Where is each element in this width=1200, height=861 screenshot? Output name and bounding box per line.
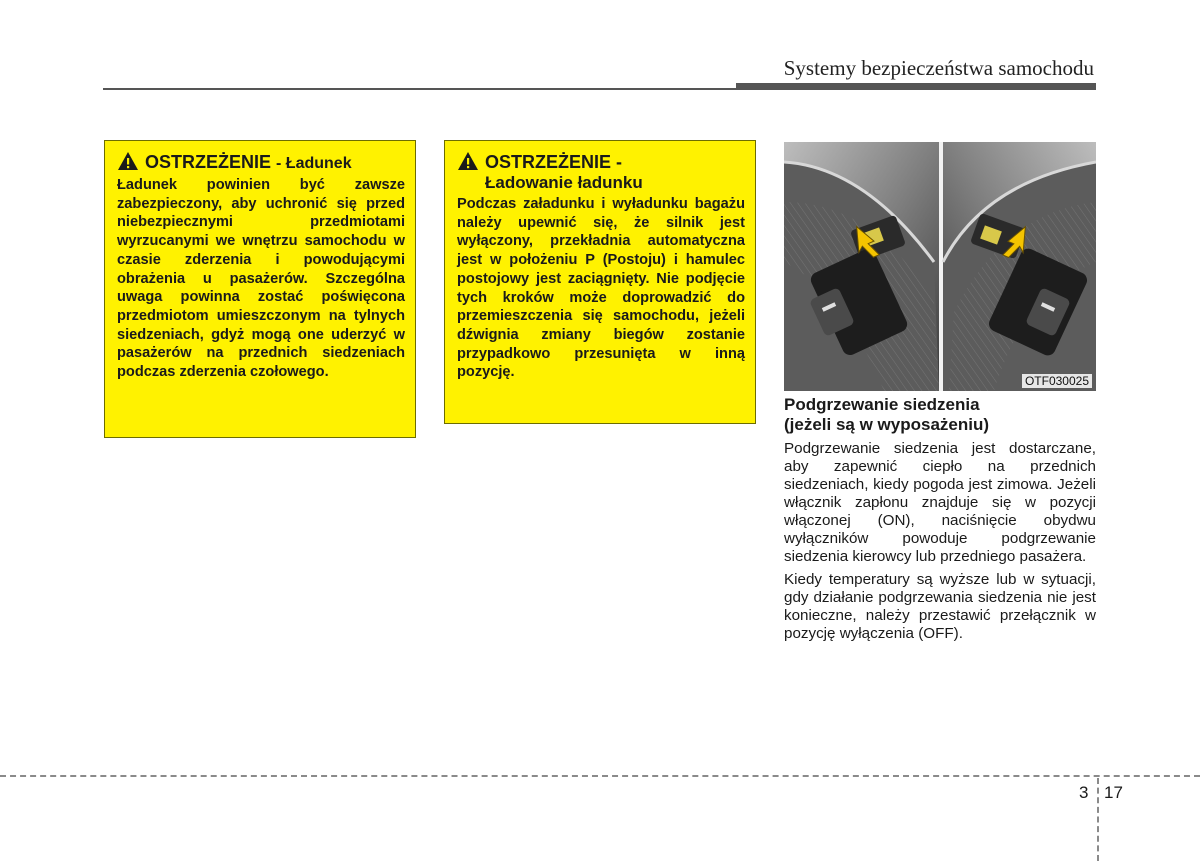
warning-body: Podczas załadunku i wyładunku bagażu należy upewnić się, że silnik jest wyłączony, przekładnia automatyczna jest w położeniu P (Postoju) i hamulec postojowy jest zaciągnięty. Nie podjęcie tych kroków może doprowadzić do przemieszczenia się samochodu, jeżeli dźwignia zmiany biegów zostanie przypadkowo przesunięta w inną pozycję.: [457, 196, 745, 381]
section-body: [784, 440, 1096, 648]
section-paragraph: Kiedy temperatury są wyższe lub w sytuacji, gdy działanie podgrzewania siedzenia nie jest konieczne, należy przestawić przełącznik w pozycję wyłączenia (OFF).: [784, 571, 1096, 642]
header-rule: [103, 88, 1096, 90]
warning-title: [457, 152, 745, 193]
footer-rule: [0, 775, 1200, 777]
chapter-number: 3: [1079, 783, 1089, 802]
warning-title: [117, 152, 405, 174]
warning-triangle-icon: [117, 151, 139, 171]
section-title-line1: Podgrzewanie siedzenia: [784, 395, 980, 414]
warning-subtitle: - Ładunek: [276, 155, 352, 172]
warning-triangle-icon: [457, 151, 479, 171]
warning-body: Ładunek powinien być zawsze zabezpieczony, aby uchronić się przed niebezpiecznymi przedmiotami wyrzucanymi we wnętrzu samochodu w czasie zderzenia i powodującymi obrażenia u pasażerów. Szczególna uwaga powinna zostać poświęcona przedmiotom umieszczonym na tylnych siedzeniach, gdyż mogą one uderzyć w pasażerów na przednich siedzeniach podczas zderzenia czołowego.: [117, 177, 405, 381]
warning-box-cargo: [104, 140, 416, 438]
warning-box-loading: [444, 140, 756, 424]
header-title: Systemy bezpieczeństwa samochodu: [783, 56, 1094, 80]
door-panel-illustration: [784, 142, 1096, 391]
section-title-line2: (jeżeli są w wyposażeniu): [784, 415, 990, 434]
warning-title-text: OSTRZEŻENIE: [145, 152, 272, 172]
warning-title-text: OSTRZEŻENIE -: [485, 152, 623, 172]
section-title: [784, 395, 1096, 435]
figure-code: OTF030025: [1022, 374, 1092, 388]
seat-heater-switch-photo: [784, 142, 1096, 391]
footer-divider: [1097, 778, 1099, 861]
page-number: 17: [1104, 783, 1123, 802]
section-paragraph: Podgrzewanie siedzenia jest dostarczane, aby zapewnić ciepło na przednich siedzeniach, kiedy pogoda jest zimowa. Jeżeli włącznik zapłonu znajduje się w pozycji włączonej (ON), naciśnięcie obydwu wyłączników powoduje podgrzewanie siedzenia kierowcy lub przedniego pasażera.: [784, 440, 1096, 565]
warning-subtitle: Ładowanie ładunku: [485, 173, 643, 192]
